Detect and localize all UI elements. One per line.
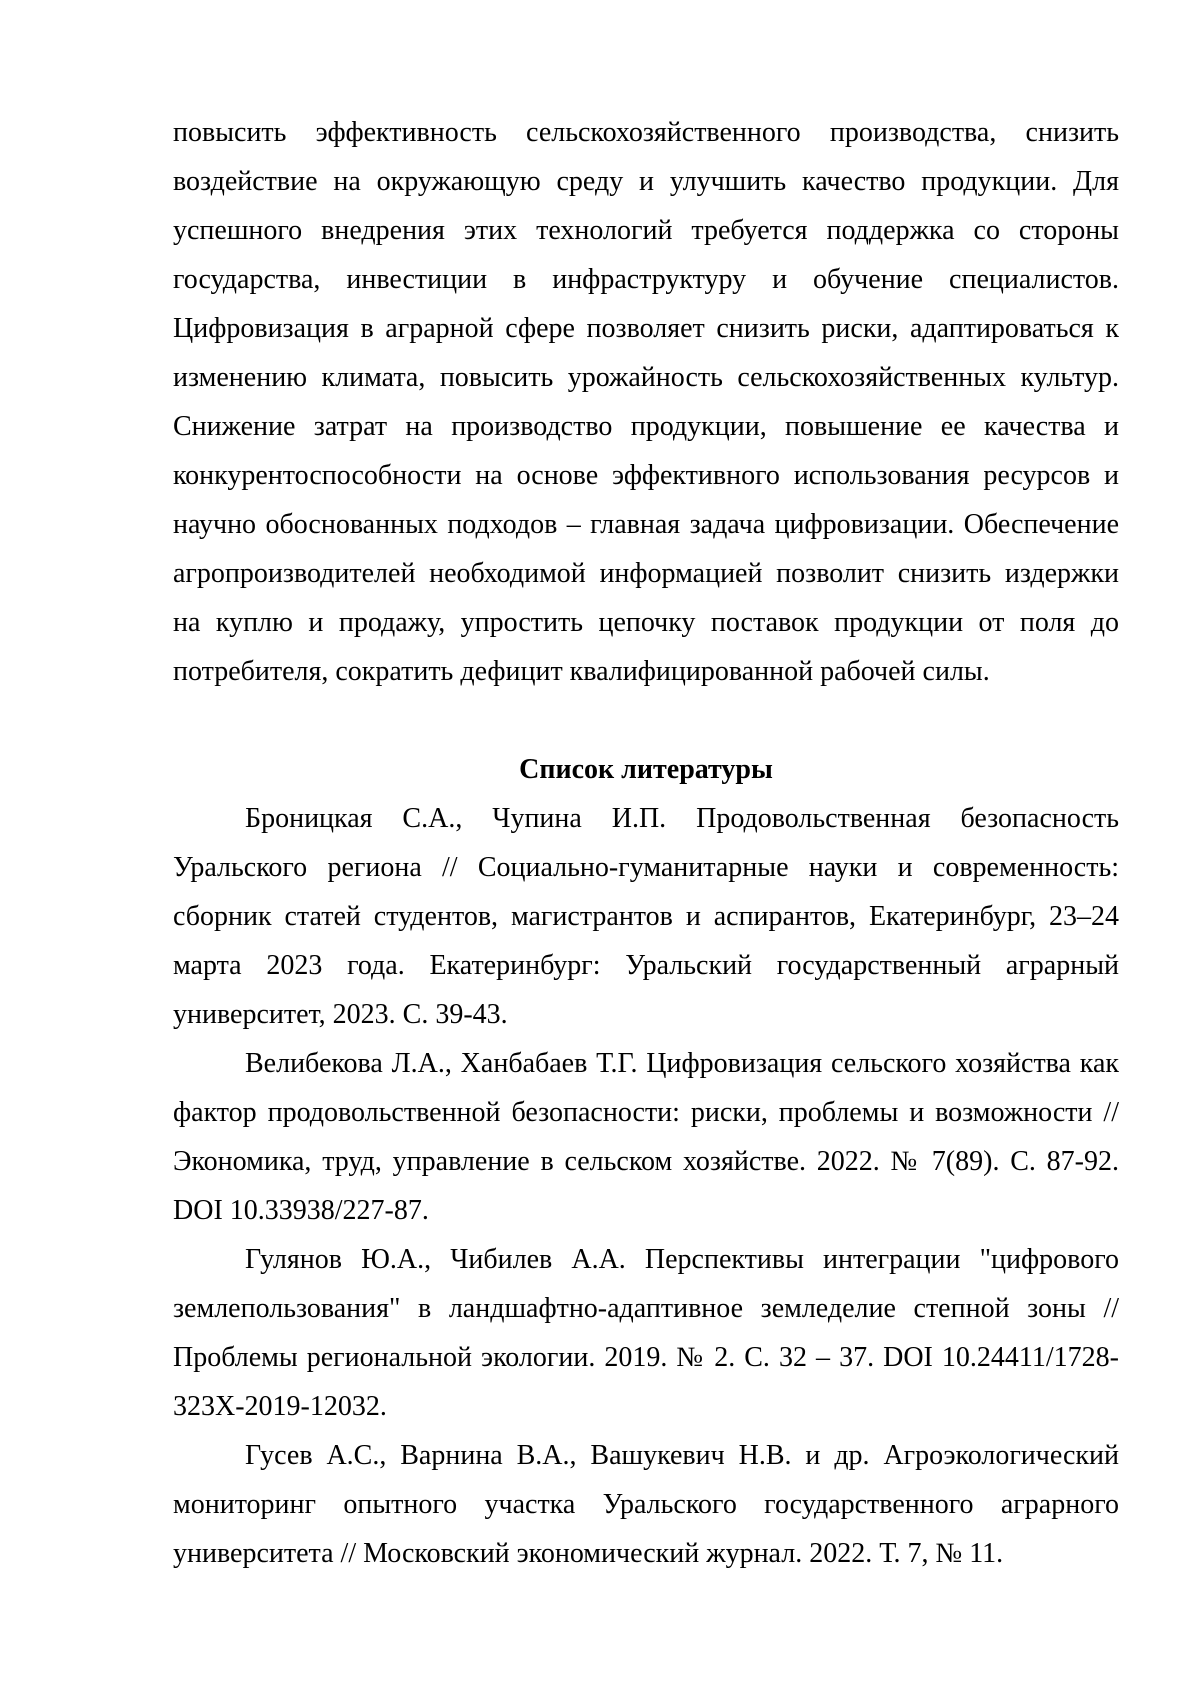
references-heading: Список литературы (519, 754, 773, 785)
reference-item: Гулянов Ю.А., Чибилев А.А. Перспективы интеграции "цифрового землепользования" в ландшафтно-адаптивное земледелие степной зоны // Проблемы региональной экологии. 2019. № 2. С. 32 – 37. DOI 10.24411/1728-323X-2019-12032. (173, 1244, 1119, 1422)
reference-item: Велибекова Л.А., Ханбабаев Т.Г. Цифровизация сельского хозяйства как фактор продовольственной безопасности: риски, проблемы и возможности // Экономика, труд, управление в сельском хозяйстве. 2022. № 7(89). С. 87-92. DOI 10.33938/227-87. (173, 1048, 1119, 1226)
document-page (173, 108, 1119, 1578)
reference-item: Броницкая С.А., Чупина И.П. Продовольственная безопасность Уральского региона // Социально-гуманитарные науки и современность: сборник статей студентов, магистрантов и аспирантов, Екатеринбург, 23–24 марта 2023 года. Екатеринбург: Уральский государственный аграрный университет, 2023. С. 39-43. (173, 803, 1119, 1030)
body-paragraph: повысить эффективность сельскохозяйственного производства, снизить воздействие на окружающую среду и улучшить качество продукции. Для успешного внедрения этих технологий требуется поддержка со стороны государства, инвестиции в инфраструктуру и обучение специалистов. Цифровизация в аграрной сфере позволяет снизить риски, адаптироваться к изменению климата, повысить урожайность сельскохозяйственных культур. Снижение затрат на производство продукции, повышение ее качества и конкурентоспособности на основе эффективного использования ресурсов и научно обоснованных подходов – главная задача цифровизации. Обеспечение агропроизводителей необходимой информацией позволит снизить издержки на куплю и продажу, упростить цепочку поставок продукции от поля до потребителя, сократить дефицит квалифицированной рабочей силы. (173, 117, 1119, 687)
references-list (173, 794, 1119, 1578)
reference-item: Гусев А.С., Варнина В.А., Вашукевич Н.В. и др. Агроэкологический мониторинг опытного участка Уральского государственного аграрного университета // Московский экономический журнал. 2022. Т. 7, № 11. (173, 1440, 1119, 1569)
